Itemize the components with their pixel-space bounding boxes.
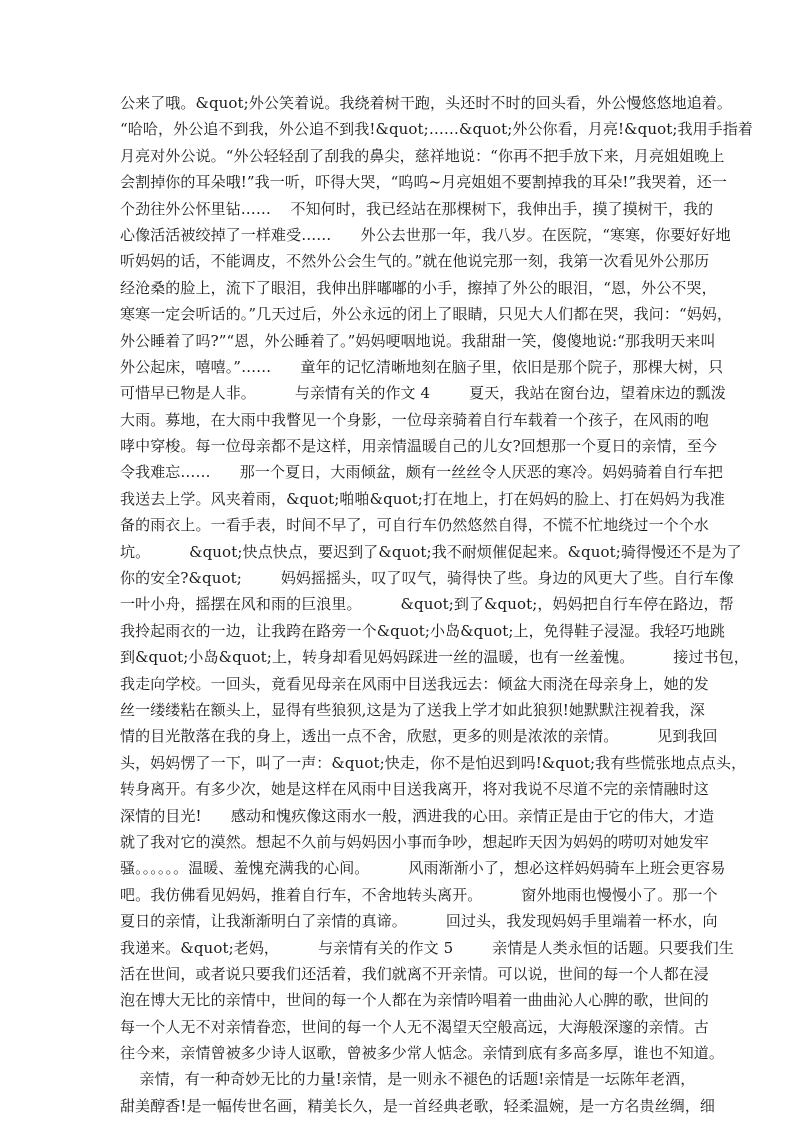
text-line: 可惜早已物是人非。 与亲情有关的作文 4 夏天，我站在窗台边，望着床边的瓢泼 [120,384,726,403]
text-line: 骚。。。。。。温暖、羞愧充满我的心间。 风雨渐渐小了，想必这样妈妈骑车上班会更容易 [120,859,726,878]
text-line: 公来了哦。&quot;外公笑着说。我绕着树干跑，头还时不时的回头看，外公慢悠悠地追着。 [120,94,733,112]
text-line: 活在世间，或者说只要我们还活着，我们就离不开亲情。可以说，世间的每一个人都在浸 [120,964,709,983]
text-line: 往今来，亲情曾被多少诗人讴歌，曾被多少常人惦念。亲情到底有多高多厚，谁也不知道。 [120,1044,725,1063]
text-line: 泡在博大无比的亲情中，世间的每一个人都在为亲情吟唱着一曲曲沁人心脾的歌，世间的 [120,991,709,1010]
text-line: 深情的目光! 感动和愧疚像这雨水一般，洒进我的心田。亲情正是由于它的伟大，才造 [120,806,715,825]
text-line: 寒寒一定会听话的。”几天过后，外公永远的闭上了眼睛，只见大人们都在哭，我问：“妈妈， [120,305,733,324]
text-line: 个劲往外公怀里钻…… 不知何时，我已经站在那棵树下，我伸出手，摸了摸树干，我的 [120,199,714,218]
text-line: 备的雨衣上。一看手表，时间不早了，可自行车仍然悠然自得，不慌不忙地绕过一个个水 [120,516,709,535]
text-line: 夏日的亲情，让我渐渐明白了亲情的真谛。 回过头，我发现妈妈手里端着一杯水，向 [120,912,718,931]
text-line: 月亮对外公说。“外公轻轻刮了刮我的鼻尖，慈祥地说：“你再不把手放下来，月亮姐姐晚上 [120,146,725,165]
text-line: 坑。 &quot;快点快点，要迟到了&quot;我不耐烦催促起来。&quot;骑得慢还不是为了 [120,542,742,561]
text-line: 情的目光散落在我的身上，透出一点不舍，欣慰，更多的则是浓浓的亲情。 见到我回 [120,727,718,746]
text-line: 哮中穿梭。每一位母亲都不是这样，用亲情温暖自己的儿女?回想那一个夏日的亲情，至今 [120,437,718,456]
text-line: 吧。我仿佛看见妈妈，推着自行车，不舍地转头离开。 窗外地雨也慢慢小了。那一个 [120,885,718,904]
document-page [120,90,754,1119]
text-line: 心像活活被绞掉了一样难受…… 外公去世那一年，我八岁。在医院，“寒寒，你要好好地 [120,225,731,244]
text-line: 甜美醇香!是一幅传世名画，精美长久，是一首经典老歌，轻柔温婉，是一方名贵丝绸，细 [120,1096,716,1115]
text-line: 一叶小舟，摇摆在风和雨的巨浪里。 &quot;到了&quot;，妈妈把自行车停在路边，帮 [120,595,734,614]
text-line: 我递来。&quot;老妈， 与亲情有关的作文 5 亲情是人类永恒的话题。只要我们生 [120,938,734,957]
text-line: 会割掉你的耳朵哦!”我一听，吓得大哭，“呜呜~月亮姐姐不要割掉我的耳朵!”我哭着，还一 [120,173,727,192]
text-line: 令我难忘…… 那一个夏日，大雨倾盆，颇有一丝丝令人厌恶的寒冷。妈妈骑着自行车把 [120,463,724,482]
text-line: 经沧桑的脸上，流下了眼泪，我伸出胖嘟嘟的小手，擦掉了外公的眼泪，“恩，外公不哭， [120,278,717,297]
text-line: 丝一缕缕粘在额头上，显得有些狼狈,这是为了送我上学才如此狼狈!她默默注视着我，深 [120,700,705,719]
text-line: 大雨。募地，在大雨中我瞥见一个身影，一位母亲骑着自行车载着一个孩子，在风雨的咆 [120,410,709,429]
text-line: 就了我对它的漠然。想起不久前与妈妈因小事而争吵，想起昨天因为妈妈的唠叨对她发牢 [120,832,709,851]
text-line: 我送去上学。风夹着雨，&quot;啪啪&quot;打在地上，打在妈妈的脸上、打在妈妈为我准 [120,489,725,508]
text-line: 我拎起雨衣的一边，让我跨在路旁一个&quot;小岛&quot;上，免得鞋子浸湿。我轻巧地跳 [120,621,725,640]
text-line: 你的安全?&quot; 妈妈摇摇头，叹了叹气，骑得快了些。身边的风更大了些。自行车像 [120,569,734,588]
text-line: 听妈妈的话，不能调皮，不然外公会生气的。”就在他说完那一刻，我第一次看见外公那历 [120,252,710,271]
text-line: 亲情，有一种奇妙无比的力量!亲情，是一则永不褪色的话题!亲情是一坛陈年老酒， [120,1070,696,1089]
text-line: 我走向学校。一回头，竟看见母亲在风雨中目送我远去：倾盆大雨浇在母亲身上，她的发 [120,674,709,693]
text-line: 每一个人无不对亲情眷恋，世间的每一个人无不渴望天空般高远，大海般深邃的亲情。古 [120,1017,709,1036]
text-line: 外公起床，嘻嘻。”…… 童年的记忆清晰地刻在脑子里，依旧是那个院子，那棵大树，只 [120,357,724,376]
text-line: “哈哈，外公追不到我，外公追不到我!&quot;……&quot;外公你看，月亮!&quot;我用手指着 [120,120,754,139]
text-line: 外公睡着了吗?”“恩，外公睡着了。”妈妈哽咽地说。我甜甜一笑，傻傻地说:“那我明天来叫 [120,331,716,350]
text-line: 头，妈妈愣了一下，叫了一声：&quot;快走，你不是怕迟到吗!&quot;我有些慌张地点点头， [120,753,747,772]
text-line: 到&quot;小岛&quot;上，转身却看见妈妈踩进一丝的温暖，也有一丝羞愧。 接过书包， [120,648,749,667]
text-line: 转身离开。有多少次，她是这样在风雨中目送我离开，将对我说不尽道不完的亲情融时这 [120,780,709,799]
